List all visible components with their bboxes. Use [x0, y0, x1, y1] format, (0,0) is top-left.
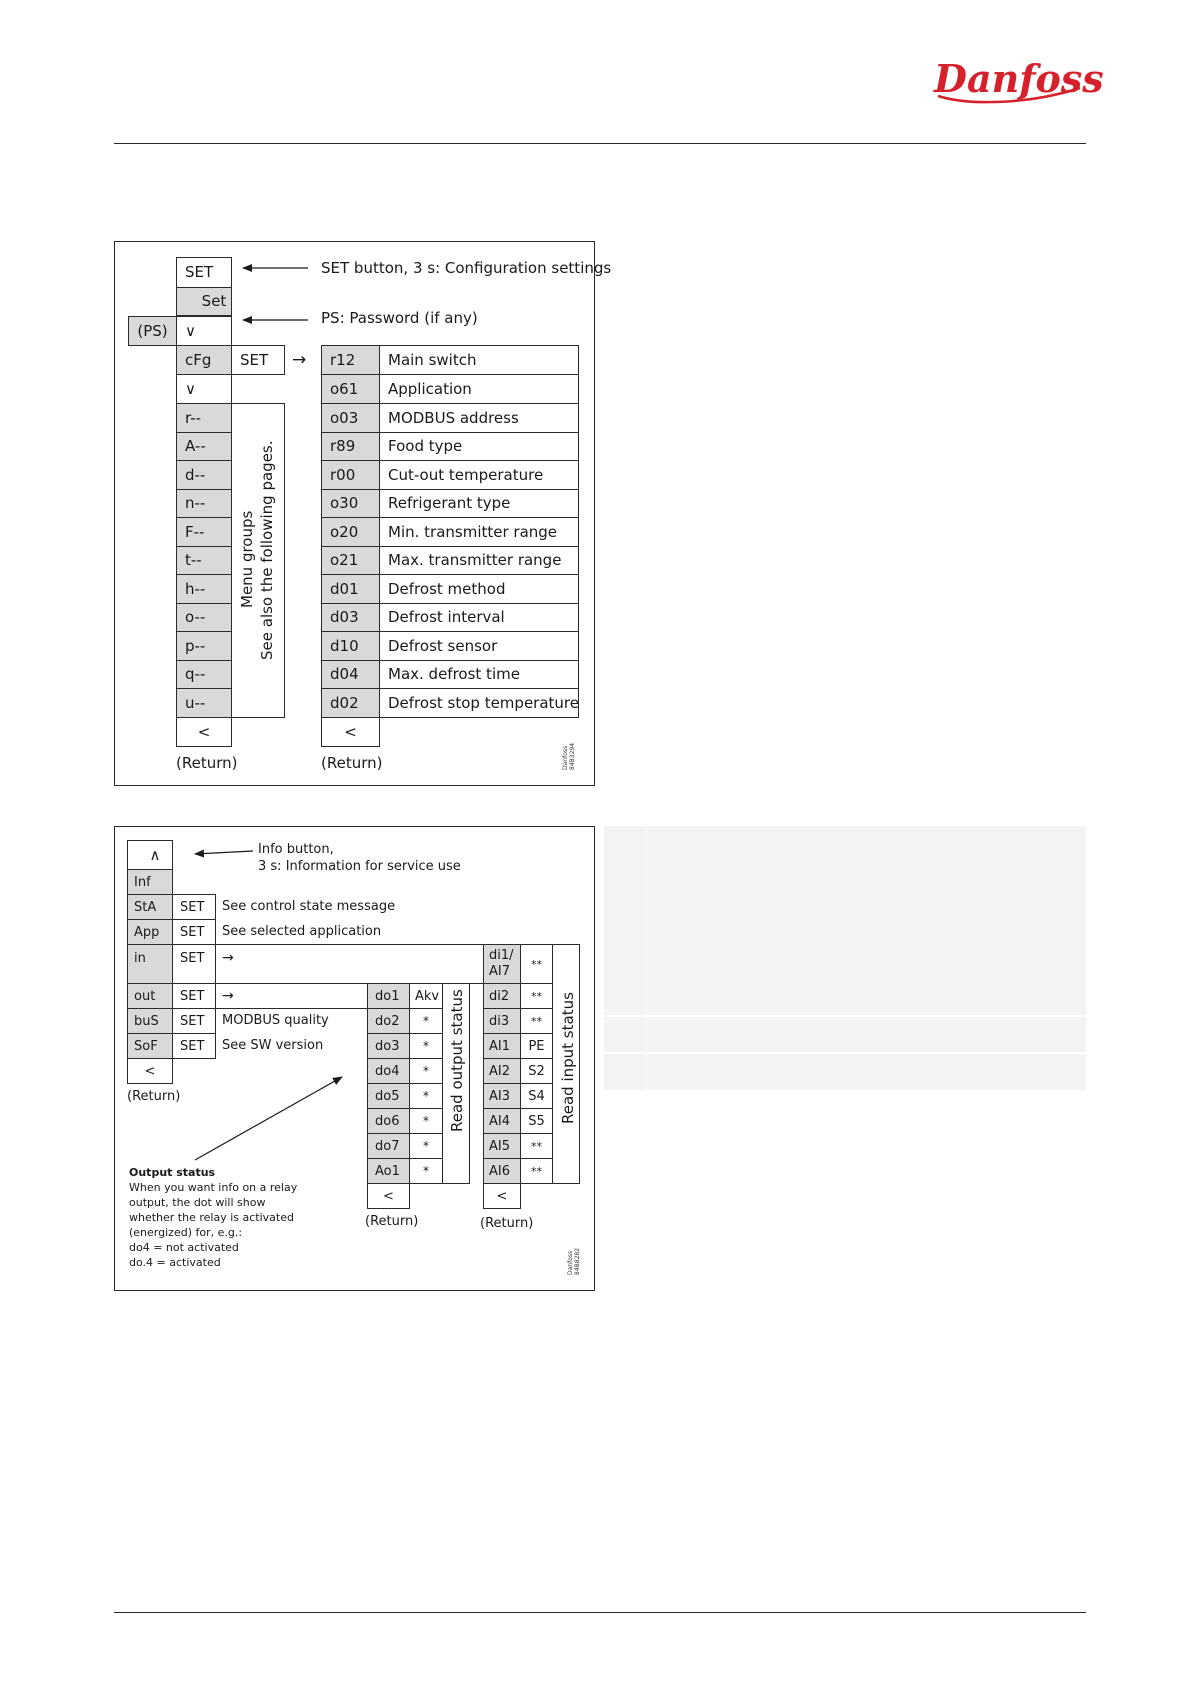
set-button-note: SET button, 3 s: Configuration settings — [321, 259, 612, 277]
param-return-label: (Return) — [321, 754, 383, 772]
inf-cell: Inf — [127, 869, 173, 895]
info-note: MODBUS quality — [222, 1013, 329, 1028]
menu-group-n: n-- — [176, 489, 232, 518]
output-status-line: (energized) for, e.g.: — [129, 1226, 243, 1239]
output-status-arrow — [195, 1077, 342, 1160]
output-code: do4 — [367, 1058, 410, 1084]
info-note: See control state message — [222, 899, 396, 914]
info-in-arrow-cell: → — [215, 944, 484, 984]
input-return-label: (Return) — [480, 1216, 534, 1231]
param-code: o30 — [321, 489, 380, 518]
logo-text: Danfoss — [934, 56, 1104, 101]
input-value: S4 — [520, 1083, 553, 1109]
menu-group-t: t-- — [176, 546, 232, 575]
info-button-note: Info button, — [258, 842, 334, 857]
output-value: * — [409, 1158, 443, 1184]
up-cell: ∧ — [127, 840, 173, 870]
output-value: * — [409, 1033, 443, 1059]
param-code: d01 — [321, 574, 380, 604]
param-code: r12 — [321, 345, 380, 375]
input-value: S5 — [520, 1108, 553, 1134]
output-code: do6 — [367, 1108, 410, 1134]
param-code: o20 — [321, 517, 380, 547]
menu-groups-sublabel: See also the following pages. — [258, 440, 276, 660]
param-desc: Min. transmitter range — [379, 517, 579, 547]
info-code: in — [127, 944, 173, 984]
input-code: AI3 — [483, 1083, 521, 1109]
input-code: AI6 — [483, 1158, 521, 1184]
param-desc: MODBUS address — [379, 403, 579, 433]
menu-group-u: u-- — [176, 688, 232, 718]
output-code: do2 — [367, 1008, 410, 1034]
input-value: PE — [520, 1033, 553, 1059]
info-set: SET — [172, 894, 216, 920]
info-set: SET — [172, 983, 216, 1009]
menu-return-label: (Return) — [176, 754, 238, 772]
param-desc: Max. transmitter range — [379, 546, 579, 575]
menu-group-p: p-- — [176, 631, 232, 661]
output-value: * — [409, 1058, 443, 1084]
output-status-title: Output status — [129, 1166, 216, 1179]
param-code: d04 — [321, 660, 380, 689]
menu-group-d: d-- — [176, 460, 232, 490]
figure-id-2: Danfoss 84B8282 — [567, 1247, 581, 1275]
output-code: do3 — [367, 1033, 410, 1059]
output-status-line: whether the relay is activated — [129, 1211, 294, 1224]
output-value: Akv — [409, 983, 443, 1009]
input-code: AI1 — [483, 1033, 521, 1059]
menu-groups-label: Menu groups — [238, 510, 256, 608]
param-desc: Defrost stop temperature — [379, 688, 579, 718]
param-desc: Defrost method — [379, 574, 579, 604]
param-code: d10 — [321, 631, 380, 661]
menu-group-a: A-- — [176, 432, 232, 461]
menu-return-cell: < — [176, 717, 232, 747]
output-value: * — [409, 1108, 443, 1134]
info-button-note-2: 3 s: Information for service use — [258, 859, 461, 874]
menu-group-o: o-- — [176, 603, 232, 632]
input-value: ** — [520, 983, 553, 1009]
footer-rule — [114, 1612, 1086, 1613]
info-set: SET — [172, 1033, 216, 1059]
input-value: ** — [520, 1158, 553, 1184]
output-code: do1 — [367, 983, 410, 1009]
figure-id: Danfoss 84B3294 — [562, 742, 576, 770]
input-value: ** — [520, 1133, 553, 1159]
info-code: StA — [127, 894, 173, 920]
set-sub-cell: Set — [176, 287, 232, 316]
param-desc: Main switch — [379, 345, 579, 375]
menu-group-q: q-- — [176, 660, 232, 689]
down-cell: ∨ — [176, 316, 232, 346]
info-code: App — [127, 919, 173, 945]
param-code: o21 — [321, 546, 380, 575]
output-value: * — [409, 1133, 443, 1159]
output-code: Ao1 — [367, 1158, 410, 1184]
param-desc: Defrost interval — [379, 603, 579, 632]
cfg-cell: cFg — [176, 345, 232, 375]
input-value: ** — [520, 1008, 553, 1034]
param-code: o61 — [321, 374, 380, 404]
param-desc: Cut-out temperature — [379, 460, 579, 490]
param-code: r00 — [321, 460, 380, 490]
param-code: r89 — [321, 432, 380, 461]
set-cell: SET — [176, 257, 232, 288]
output-status-label: Read output status — [448, 989, 466, 1132]
input-code: di3 — [483, 1008, 521, 1034]
input-code: di1/ AI7 — [483, 944, 521, 984]
info-note: See SW version — [222, 1038, 324, 1053]
output-code: do5 — [367, 1083, 410, 1109]
param-code: d02 — [321, 688, 380, 718]
input-value: S2 — [520, 1058, 553, 1084]
param-desc: Food type — [379, 432, 579, 461]
param-desc: Defrost sensor — [379, 631, 579, 661]
info-code: out — [127, 983, 173, 1009]
input-code: AI2 — [483, 1058, 521, 1084]
input-code: AI4 — [483, 1108, 521, 1134]
param-code: o03 — [321, 403, 380, 433]
menu-group-f: F-- — [176, 517, 232, 547]
output-status-line: do.4 = activated — [129, 1256, 221, 1269]
info-out-arrow-cell: → — [215, 983, 368, 1009]
param-desc: Max. defrost time — [379, 660, 579, 689]
output-status-line: When you want info on a relay — [129, 1181, 298, 1194]
input-code: AI5 — [483, 1133, 521, 1159]
down-cell-2: ∨ — [176, 374, 232, 404]
param-code: d03 — [321, 603, 380, 632]
output-value: * — [409, 1083, 443, 1109]
input-code: di2 — [483, 983, 521, 1009]
output-return-label: (Return) — [365, 1214, 419, 1229]
ps-cell: (PS) — [128, 316, 177, 346]
info-code: buS — [127, 1008, 173, 1034]
output-value: * — [409, 1008, 443, 1034]
info-note: See selected application — [222, 924, 382, 939]
cfg-arrow: → — [292, 350, 307, 370]
menu-group-r: r-- — [176, 403, 232, 433]
info-set: SET — [172, 944, 216, 984]
input-value: ** — [520, 944, 553, 984]
cfg-set-cell: SET — [231, 345, 285, 375]
info-set: SET — [172, 1008, 216, 1034]
param-desc: Refrigerant type — [379, 489, 579, 518]
input-return-cell: < — [483, 1183, 521, 1209]
info-return-cell: < — [127, 1058, 173, 1084]
menu-group-h: h-- — [176, 574, 232, 604]
output-return-cell: < — [367, 1183, 410, 1209]
info-note-arrow — [195, 851, 253, 854]
password-note: PS: Password (if any) — [321, 309, 478, 327]
output-status-line: output, the dot will show — [129, 1196, 266, 1209]
output-status-line: do4 = not activated — [129, 1241, 239, 1254]
info-code: SoF — [127, 1033, 173, 1059]
output-code: do7 — [367, 1133, 410, 1159]
input-status-label: Read input status — [559, 992, 577, 1124]
param-desc: Application — [379, 374, 579, 404]
info-set: SET — [172, 919, 216, 945]
info-return-label: (Return) — [127, 1089, 181, 1104]
param-return-cell: < — [321, 717, 380, 747]
